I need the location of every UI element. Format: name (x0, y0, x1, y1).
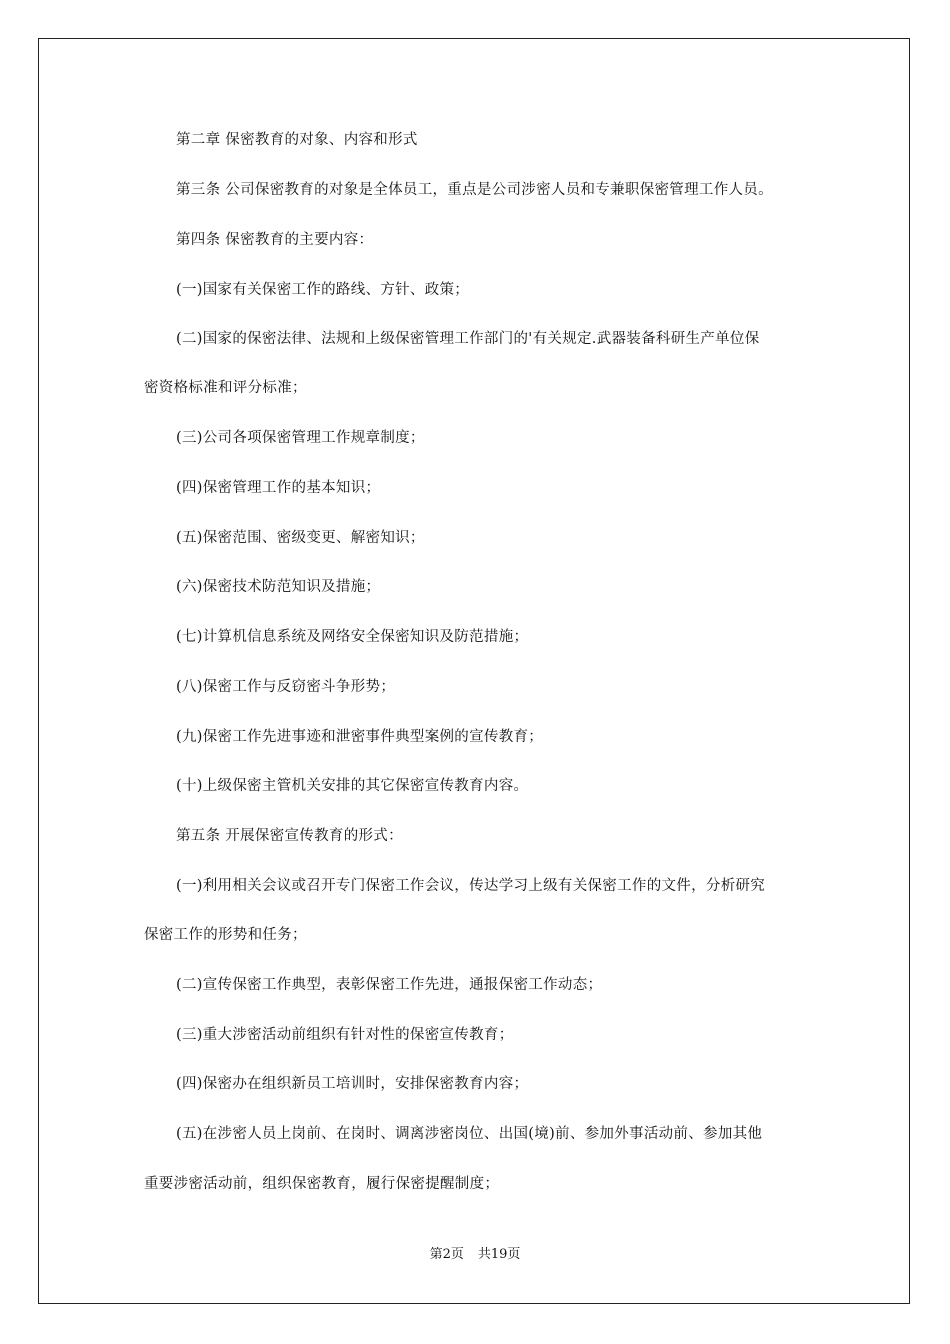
form-item: (四)保密办在组织新员工培训时，安排保密教育内容； (176, 1076, 529, 1092)
article-5-heading: 第五条 开展保密宣传教育的形式： (176, 828, 403, 844)
content-item-continued: 密资格标准和评分标准； (144, 380, 307, 396)
content-item: (十)上级保密主管机关安排的其它保密宣传教育内容。 (176, 778, 529, 794)
form-item-continued: 保密工作的形势和任务； (144, 927, 307, 943)
form-item: (三)重大涉密活动前组织有针对性的保密宣传教育； (176, 1027, 514, 1043)
content-item: (四)保密管理工作的基本知识； (176, 480, 381, 496)
content-item: (二)国家的保密法律、法规和上级保密管理工作部门的'有关规定.武器装备科研生产单位保 (176, 331, 760, 347)
article-4-heading: 第四条 保密教育的主要内容： (176, 232, 374, 248)
content-item: (五)保密范围、密级变更、解密知识； (176, 530, 425, 546)
form-item: (五)在涉密人员上岗前、在岗时、调离涉密岗位、出国(境)前、参加外事活动前、参加其他 (176, 1126, 763, 1142)
content-item: (九)保密工作先进事迹和泄密事件典型案例的宣传教育； (176, 729, 544, 745)
form-item: (一)利用相关会议或召开专门保密工作会议，传达学习上级有关保密工作的文件，分析研究 (176, 878, 766, 894)
content-item: (一)国家有关保密工作的路线、方针、政策； (176, 282, 470, 298)
content-item: (七)计算机信息系统及网络安全保密知识及防范措施； (176, 629, 529, 645)
content-item: (六)保密技术防范知识及措施； (176, 579, 381, 595)
page-border (38, 38, 910, 1304)
page-total: 共19页 (477, 1247, 521, 1262)
page-footer (0, 1246, 950, 1264)
content-item: (三)公司各项保密管理工作规章制度； (176, 430, 425, 446)
article-3: 第三条 公司保密教育的对象是全体员工，重点是公司涉密人员和专兼职保密管理工作人员。 (176, 182, 773, 198)
form-item-continued: 重要涉密活动前，组织保密教育，履行保密提醒制度； (144, 1176, 500, 1192)
form-item: (二)宣传保密工作典型，表彰保密工作先进，通报保密工作动态； (176, 977, 603, 993)
page-number: 第2页 (429, 1247, 464, 1262)
content-item: (八)保密工作与反窃密斗争形势； (176, 679, 396, 695)
chapter-heading: 第二章 保密教育的对象、内容和形式 (176, 132, 418, 148)
